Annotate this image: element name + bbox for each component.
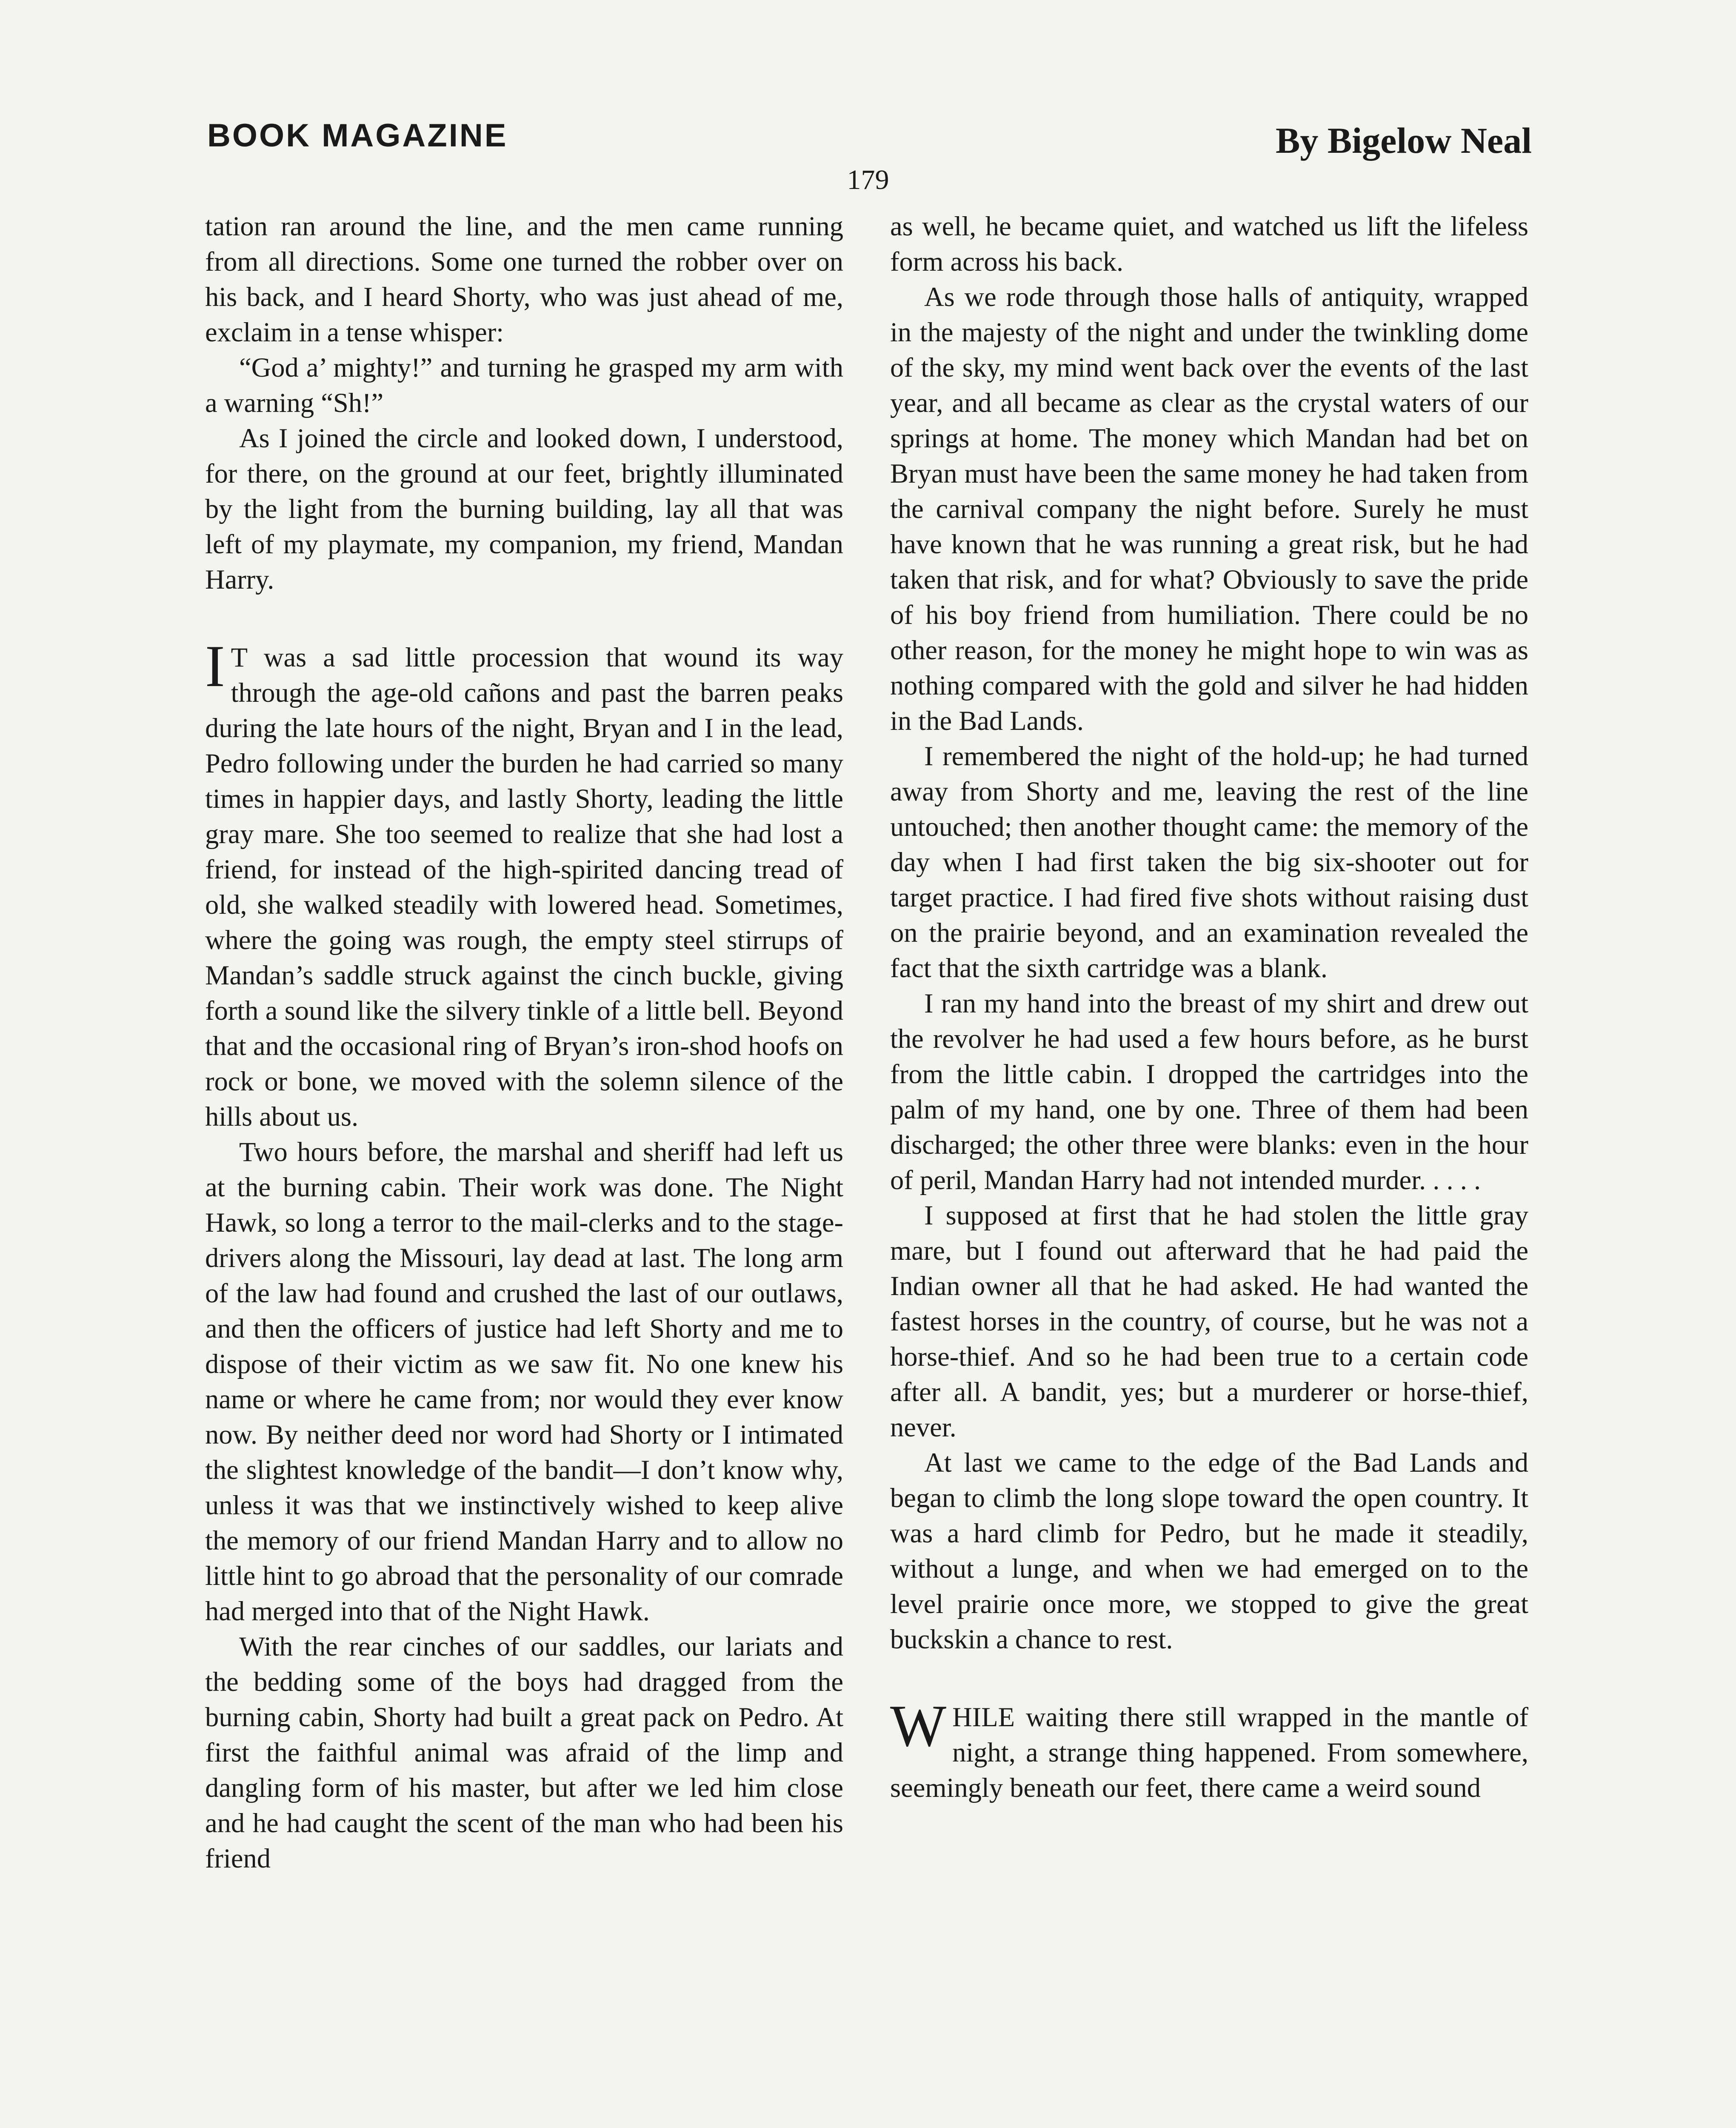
- page-number: 179: [847, 164, 889, 195]
- left-column: [205, 209, 843, 1876]
- paragraph-with-drop-cap: [890, 1693, 1528, 1805]
- paragraph: As we rode through those halls of antiquity, wrapped in the majesty of the night and under the twinkling dome of the sky, my mind went back over the events of the last year, and all became as clear as the crystal waters of our springs at home. The money which Mandan had bet on Bryan must have been the same money he had taken from the carnival company the night before. Surely he must have known that he was running a great risk, but he had taken that risk, and for what? Obviously to save the pride of his boy friend from humiliation. There could be no other reason, for the money he might hope to win was as nothing compared with the gold and silver he had hidden in the Bad Lands.: [890, 282, 1528, 736]
- paragraph: “God a’ mighty!” and turning he grasped my arm with a warning “Sh!”: [205, 352, 843, 418]
- paragraph: I remembered the night of the hold-up; he had turned away from Shorty and me, leaving the rest of the line untouched; then another thought came: the memory of the day when I had first taken the big six-shooter out for target practice. I had fired five shots without raising dust on the prairie beyond, and an examination revealed the fact that the sixth cartridge was a blank.: [890, 741, 1528, 983]
- paragraph-with-drop-cap: [205, 633, 843, 1134]
- paragraph-text: T was a sad little procession that wound its way through the age-old cañons and past the barren peaks during the late hours of the night, Bryan and I in the lead, Pedro following under the burden he had carried so many times in happier days, and lastly Shorty, leading the little gray mare. She too seemed to realize that she had lost a friend, for instead of the high-spirited dancing tread of old, she walked steadily with lowered head. Sometimes, where the going was rough, the empty steel stirrups of Mandan’s saddle struck against the cinch buckle, giving forth a sound like the silvery tinkle of a little bell. Beyond that and the occasional ring of Bryan’s iron-shod hoofs on rock or bone, we moved with the solemn silence of the hills about us.: [205, 642, 843, 1132]
- drop-cap: W: [890, 1693, 947, 1759]
- paragraph: tation ran around the line, and the men came running from all directions. Some one turned the robber over on his back, and I heard Shorty, who was just ahead of me, exclaim in a tense whisper:: [205, 211, 843, 347]
- paragraph: I ran my hand into the breast of my shirt and drew out the revolver he had used a few hours before, as he burst from the little cabin. I dropped the cartridges into the palm of my hand, one by one. Three of them had been discharged; the other three were blanks: even in the hour of peril, Mandan Harry had not intended murder. . . . .: [890, 988, 1528, 1195]
- paragraph: At last we came to the edge of the Bad Lands and began to climb the long slope toward the open country. It was a hard climb for Pedro, but he made it steadily, without a lunge, and when we had emerged on to the level prairie once more, we stopped to give the great buckskin a chance to rest.: [890, 1447, 1528, 1654]
- magazine-title: BOOK MAGAZINE: [207, 117, 508, 154]
- paragraph: Two hours before, the marshal and sheriff had left us at the burning cabin. Their work was done. The Night Hawk, so long a terror to the mail-clerks and to the stage-drivers along the Missouri, lay dead at last. The long arm of the law had found and crushed the last of our outlaws, and then the officers of justice had left Shorty and me to dispose of their victim as we saw fit. No one knew his name or where he came from; nor would they ever know now. By neither deed nor word had Shorty or I intimated the slightest knowledge of the bandit—I don’t know why, unless it was that we instinctively wished to keep alive the memory of our friend Mandan Harry and to allow no little hint to go abroad that the personality of our comrade had merged into that of the Night Hawk.: [205, 1137, 843, 1626]
- paragraph: I supposed at first that he had stolen the little gray mare, but I found out afterward that he had paid the Indian owner all that he had asked. He had wanted the fastest horses in the country, of course, but he was not a horse-thief. And so he had been true to a certain code after all. A bandit, yes; but a murderer or horse-thief, never.: [890, 1200, 1528, 1442]
- paragraph: With the rear cinches of our saddles, our lariats and the bedding some of the boys had dragged from the burning cabin, Shorty had built a great pack on Pedro. At first the faithful animal was afraid of the limp and dangling form of his master, but after we led him close and he had caught the scent of the man who had been his friend: [205, 1631, 843, 1873]
- author-byline: By Bigelow Neal: [1276, 120, 1532, 161]
- paragraph: As I joined the circle and looked down, I understood, for there, on the ground at our feet, brightly illuminated by the light from the burning building, lay all that was left of my playmate, my companion, my friend, Mandan Harry.: [205, 423, 843, 595]
- drop-cap: I: [205, 633, 225, 699]
- paragraph: as well, he became quiet, and watched us lift the lifeless form across his back.: [890, 211, 1528, 277]
- right-column: [890, 209, 1528, 1805]
- paragraph-text: HILE waiting there still wrapped in the mantle of night, a strange thing happened. From somewhere, seemingly beneath our feet, there came a weird sound: [890, 1702, 1528, 1803]
